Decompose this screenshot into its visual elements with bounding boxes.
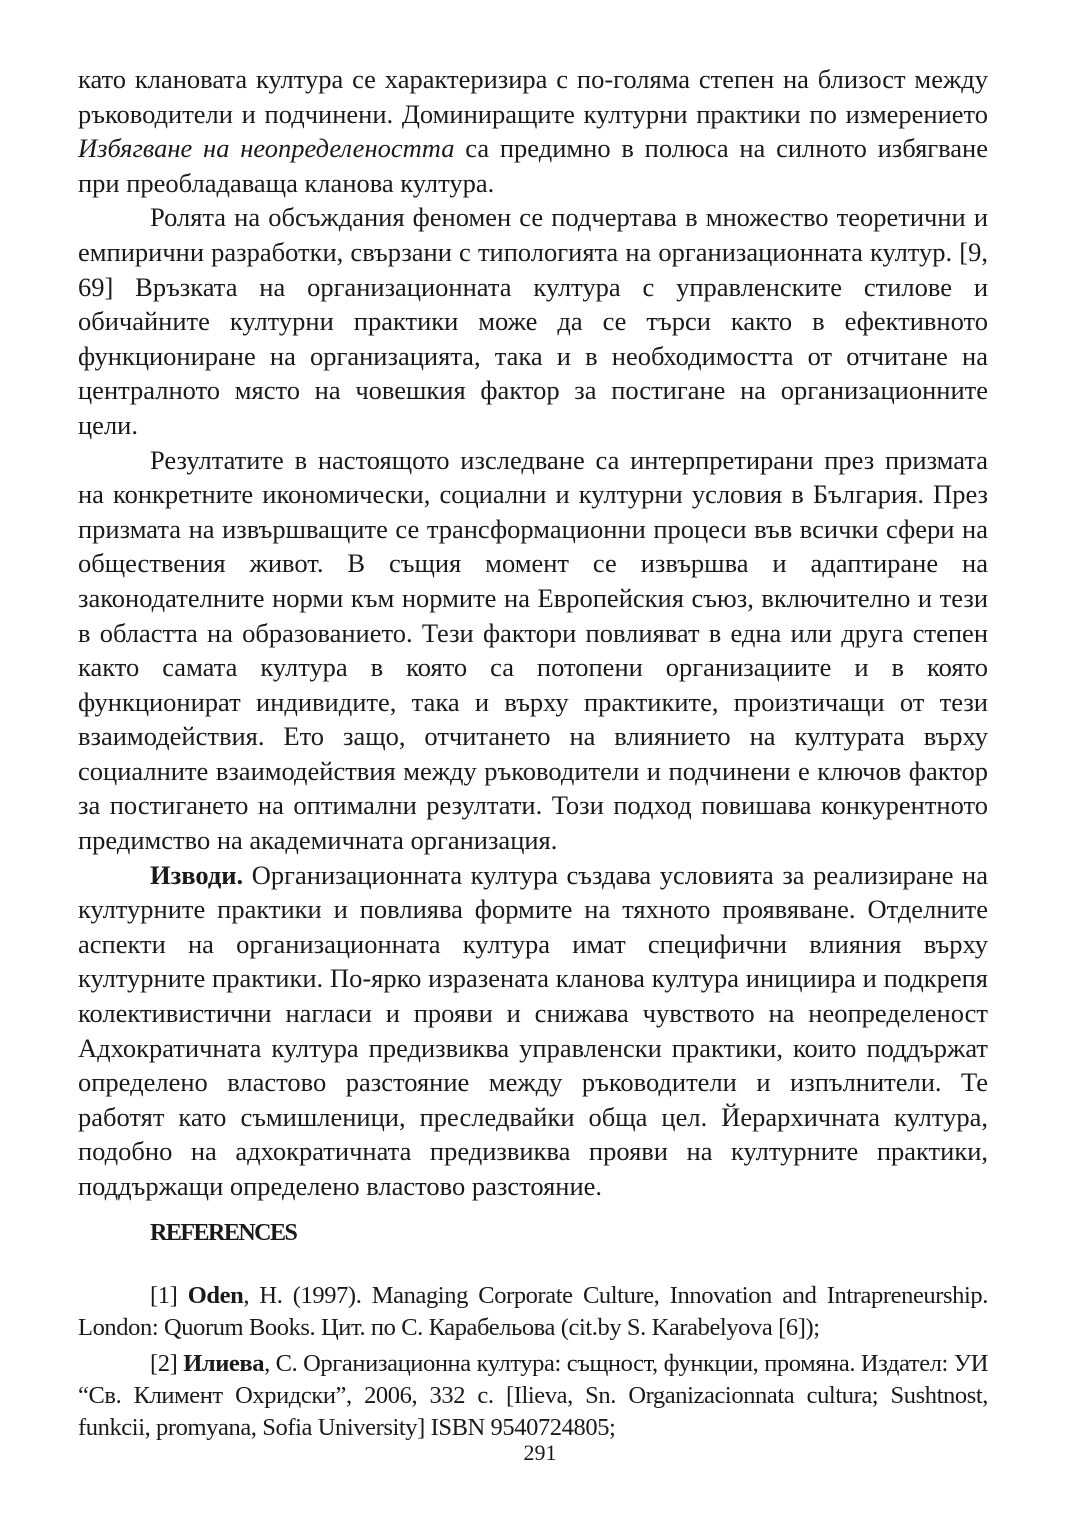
- reference-item-1: [78, 1280, 988, 1344]
- paragraph-1-italic-term: Избягване на неопределеността: [78, 133, 455, 164]
- reference-author: Илиева: [183, 1350, 265, 1377]
- paragraph-conclusions: [78, 858, 988, 1204]
- references-list: [78, 1280, 988, 1448]
- paragraph-3: Резултатите в настоящото изследване са интерпретирани през призмата на конкретните икономически, социални и културни условия в България. През призмата на извършващите се трансформационни процеси във всички сфери на обществения живот. В същия момент се извършва и адаптиране на законодателните норми към нормите на Европейския съюз, включително и тези в областта на образованието. Тези фактори повлияват в една или друга степен както самата култура в която са потопени организациите и в която функционират индивидите, така и върху практиките, произтичащи от тези взаимодействия. Ето защо, отчитането на влиянието на културата върху социалните взаимодействия между ръководители и подчинени е ключов фактор за постигането на оптимални резултати. Този подход повишава конкурентното предимство на академичната организация.: [78, 444, 988, 856]
- reference-text: , С. Организационна култура: същност, функции, промяна. Издател: УИ “Св. Климент Охридски”, 2006, 332 с. [Ilieva, Sn. Organizacionnata cultura; Sushtnost, funkcii, promyana, Sofia University] ISBN 9540724805;: [78, 1350, 988, 1441]
- reference-number: [2]: [150, 1350, 184, 1377]
- conclusions-text: Организационната култура създава условията за реализиране на културните практики и повлиява формите на тяхното проявяване. Отделните аспекти на организационната култура имат специфични влияния върху културните практики. По-ярко изразената кланова култура инициира и подкрепя колективистични нагласи и прояви и снижава чувството на неопределеност Адхократичната култура предизвиква управленски практики, които поддържат определено властово разстояние между ръководители и изпълнители. Те работят като съмишленици, преследвайки обща цел. Йерархичната култура, подобно на адхократичната предизвиква прояви на културните практики, поддържащи определено властово разстояние.: [78, 859, 988, 1201]
- paragraph-2: Ролята на обсъждания феномен се подчертава в множество теоретични и емпирични разработки, свързани с типологията на организационната култур. [9, 69] Връзката на организационната култура с управленските стилове и обичайните културни практики може да се търси както в ефективното функциониране на организацията, така и в необходимостта от отчитане на централното място на човешкия фактор за постигане на организационните цели.: [78, 202, 988, 440]
- reference-text: , H. (1997). Managing Corporate Culture, Innovation and Intrapreneurship. London: Quorum Books. Цит. по С. Карабельова (cit.by S. Karabelyova [6]);: [78, 1282, 989, 1341]
- paragraph-1-text: като клановата култура се характеризира с по-голяма степен на близост между ръководители и подчинени. Доминиращите културни практики по измерението: [78, 64, 988, 129]
- page-number: 291: [523, 1440, 557, 1465]
- document-body: [78, 62, 988, 1204]
- paragraph-1-rest: са предимно в полюса на силното избягване при преобладаваща кланова култура.: [78, 133, 988, 198]
- reference-number: [1]: [150, 1282, 188, 1309]
- paragraph-1: [78, 62, 988, 200]
- reference-author: Oden: [187, 1282, 244, 1309]
- reference-item-2: [78, 1348, 988, 1444]
- conclusions-heading: Изводи.: [150, 859, 244, 890]
- references-heading: REFERENCES: [150, 1220, 297, 1246]
